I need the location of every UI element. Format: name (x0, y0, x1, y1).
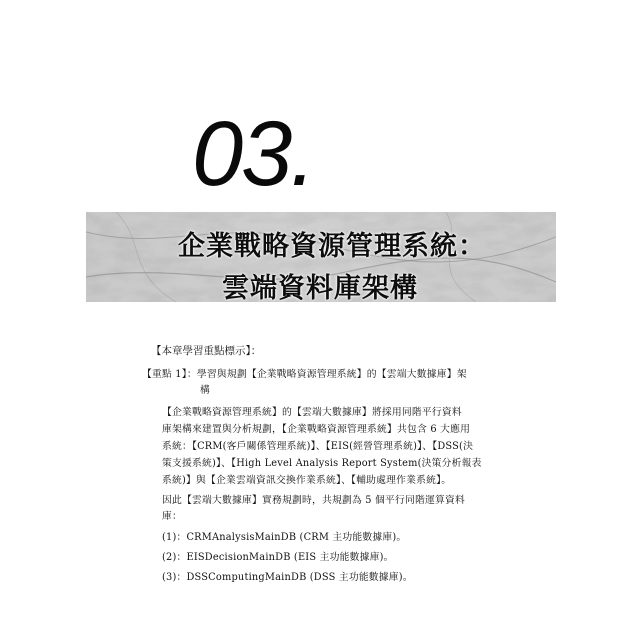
section-heading: 【本章學習重點標示】： (151, 345, 262, 357)
paragraph-1-line-1: 【企業戰略資源管理系統】的【雲端大數據庫】將採用同階平行資料 (162, 407, 462, 418)
list-item: (2)：EISDecisionMainDB (EIS 主功能數據庫)。 (162, 552, 394, 563)
list-item: (3)：DSSComputingMainDB (DSS 主功能數據庫)。 (162, 572, 413, 583)
key-point-1-line-1: 【重點 1】：學習與規劃【企業戰略資源管理系統】的【雲端大數據庫】架 (142, 369, 467, 380)
paragraph-1-line-5: 系統)】與【企業雲端資訊交換作業系統】、【輔助處理作業系統】。 (162, 475, 452, 486)
paragraph-1-line-3: 系統：【CRM(客戶關係管理系統)】、【EIS(經營管理系統)】、【DSS(決 (162, 441, 474, 452)
chapter-title-line-2: 雲端資料庫架構 (222, 273, 418, 304)
paragraph-2-line-2: 庫： (162, 511, 182, 522)
chapter-number: 03. (192, 103, 314, 205)
chapter-title-line-1: 企業戰略資源管理系統： (178, 231, 486, 262)
list-item: (1)：CRMAnalysisMainDB (CRM 主功能數據庫)。 (162, 532, 407, 543)
key-point-1-line-2: 構 (200, 385, 210, 396)
paragraph-1-line-4: 策支援系統)】、【High Level Analysis Report System(決策分析報表 (162, 458, 482, 469)
paragraph-2-line-1: 因此【雲端大數據庫】實務規劃時，共規劃為 5 個平行同階運算資料 (162, 495, 465, 506)
paragraph-1-line-2: 庫架構來建置與分析規劃，【企業戰略資源管理系統】共包含 6 大應用 (162, 424, 471, 435)
